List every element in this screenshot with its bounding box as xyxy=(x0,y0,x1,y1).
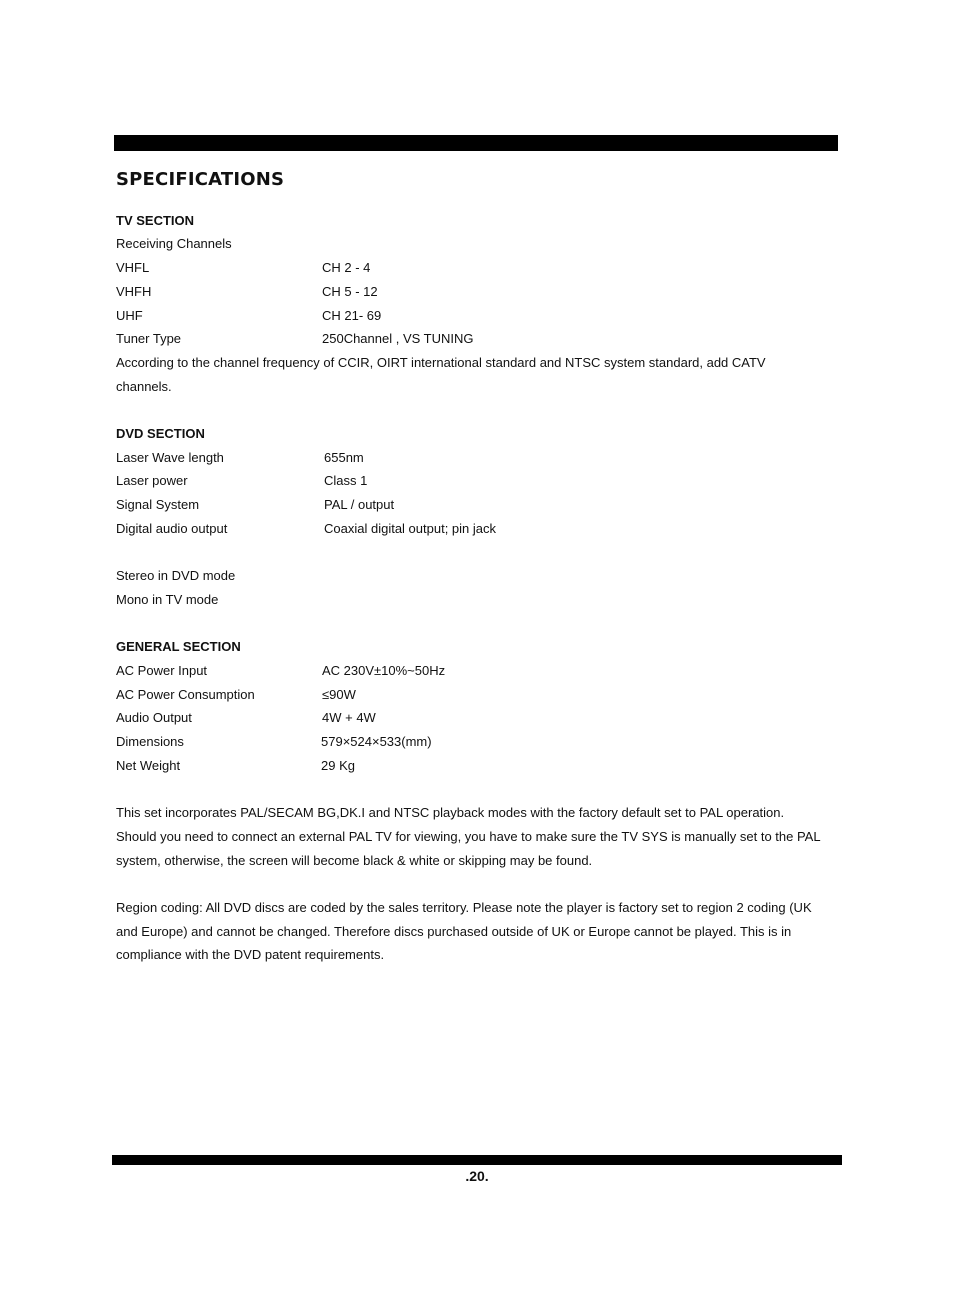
spec-value-ac-power-input: AC 230V±10%~50Hz xyxy=(322,663,446,678)
spec-value-signal-system: PAL / output xyxy=(324,497,395,512)
pal-paragraph-line-3: system, otherwise, the screen will become black & white or skipping may be found. xyxy=(116,853,593,868)
spec-label-audio-output: Audio Output xyxy=(116,710,192,725)
tv-note-line-2: channels. xyxy=(116,379,172,394)
page-number: .20. xyxy=(465,1168,489,1184)
spec-label-net-weight: Net Weight xyxy=(116,758,181,773)
spec-label-laser-wave-length: Laser Wave length xyxy=(116,450,224,465)
pal-paragraph-line-2: Should you need to connect an external PAL TV for viewing, you have to make sure the TV SYS is manually set to the PAL xyxy=(116,829,821,844)
spec-value-tuner-type: 250Channel , VS TUNING xyxy=(322,331,474,346)
tv-section-heading: TV SECTION xyxy=(116,213,195,228)
spec-value-dimensions: 579×524×533(mm) xyxy=(321,734,432,749)
spec-label-dimensions: Dimensions xyxy=(116,734,184,749)
spec-label-tuner-type: Tuner Type xyxy=(116,331,182,346)
spec-value-uhf: CH 21- 69 xyxy=(322,308,382,323)
spec-label-ac-power-input: AC Power Input xyxy=(116,663,208,678)
stereo-mode-text: Stereo in DVD mode xyxy=(116,568,236,583)
spec-value-net-weight: 29 Kg xyxy=(321,758,355,773)
spec-label-vhfl: VHFL xyxy=(116,260,150,275)
spec-value-laser-wave-length: 655nm xyxy=(324,450,364,465)
spec-label-signal-system: Signal System xyxy=(116,497,200,512)
receiving-channels-label: Receiving Channels xyxy=(116,236,232,251)
spec-label-uhf: UHF xyxy=(116,308,143,323)
page-title: SPECIFICATIONS xyxy=(116,169,285,190)
pal-paragraph-line-1: This set incorporates PAL/SECAM BG,DK.I and NTSC playback modes with the factory default set to PAL operation. xyxy=(116,805,785,820)
spec-value-audio-output: 4W + 4W xyxy=(322,710,376,725)
bottom-rule xyxy=(112,1155,842,1165)
top-rule xyxy=(114,135,838,151)
spec-value-ac-power-consumption: ≤90W xyxy=(322,687,356,702)
spec-value-vhfl: CH 2 - 4 xyxy=(322,260,371,275)
spec-value-digital-audio-output: Coaxial digital output; pin jack xyxy=(324,521,496,536)
tv-note-line-1: According to the channel frequency of CCIR, OIRT international standard and NTSC system standard, add CATV xyxy=(116,355,766,370)
spec-value-laser-power: Class 1 xyxy=(324,473,368,488)
spec-label-ac-power-consumption: AC Power Consumption xyxy=(116,687,255,702)
general-section-heading: GENERAL SECTION xyxy=(116,639,241,654)
spec-label-digital-audio-output: Digital audio output xyxy=(116,521,228,536)
mono-mode-text: Mono in TV mode xyxy=(116,592,219,607)
region-paragraph-line-1: Region coding: All DVD discs are coded by the sales territory. Please note the player is factory set to region 2 coding (UK xyxy=(116,900,812,915)
dvd-section-heading: DVD SECTION xyxy=(116,426,205,441)
region-paragraph-line-2: and Europe) and cannot be changed. Therefore discs purchased outside of UK or Europe cannot be played. This is in xyxy=(116,924,792,939)
spec-value-vhfh: CH 5 - 12 xyxy=(322,284,378,299)
spec-label-vhfh: VHFH xyxy=(116,284,152,299)
spec-label-laser-power: Laser power xyxy=(116,473,188,488)
region-paragraph-line-3: compliance with the DVD patent requirements. xyxy=(116,947,385,962)
